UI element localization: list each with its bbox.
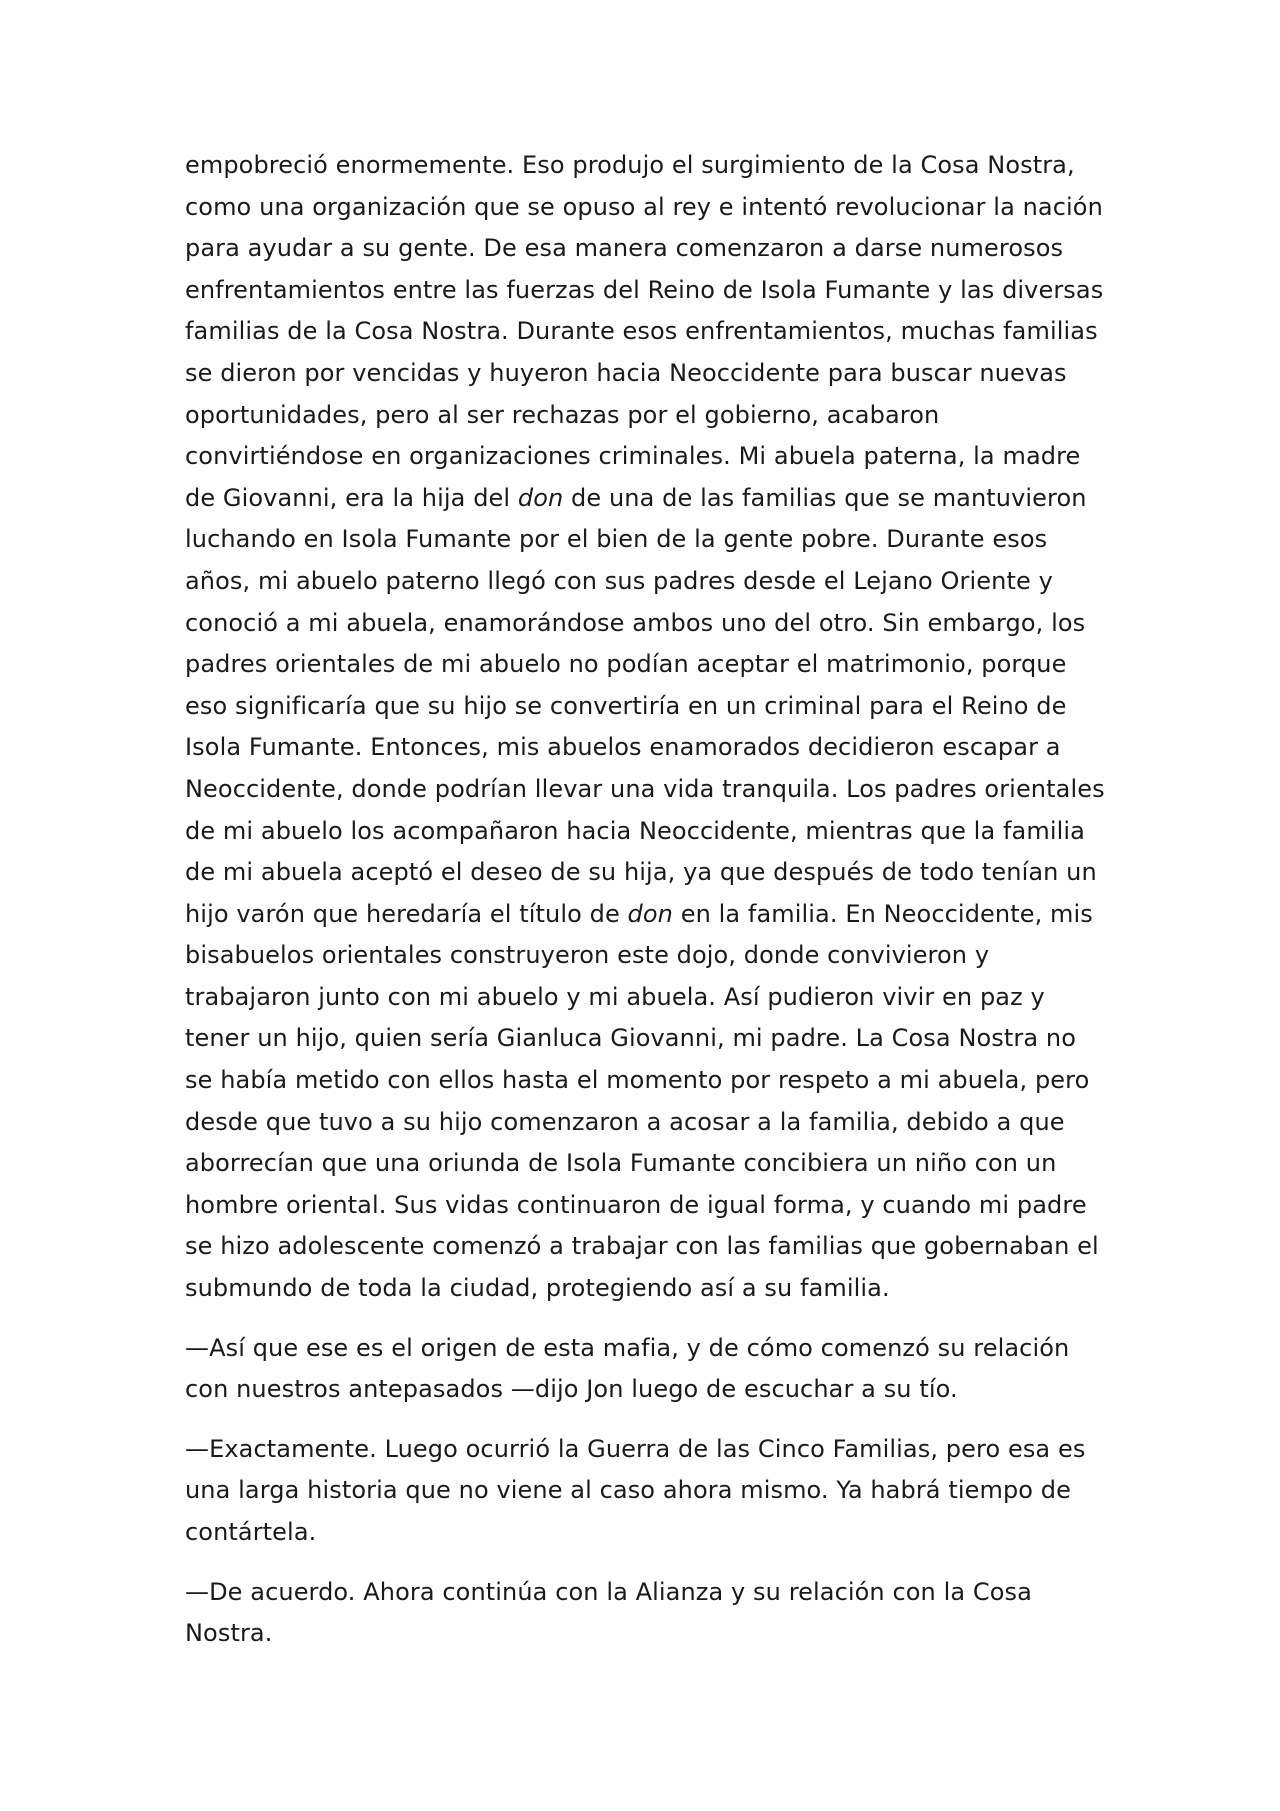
italic-term: don xyxy=(627,899,673,928)
paragraph-dialogue: —De acuerdo. Ahora continúa con la Alianza y su relación con la Cosa Nostra. xyxy=(185,1577,1032,1648)
text-segment: de una de las familias que se mantuvieron luchando en Isola Fumante por el bien de la gente pobre. Durante esos años, mi abuelo paterno llegó con sus padres desde el Lejano Oriente y conoció a mi abuela, enamorándose ambos uno del otro. Sin embargo, los padres orientales de mi abuelo no podían aceptar el matrimonio, porque eso significaría que su hijo se convertiría en un criminal para el Reino de Isola Fumante. Entonces, mis abuelos enamorados decidieron escapar a Neoccidente, donde podrían llevar una vida tranquila. Los padres orientales de mi abuelo los acompañaron hacia Neoccidente, mientras que la familia de mi abuela aceptó el deseo de su hija, ya que después de todo tenían un hijo varón que heredaría el título de xyxy=(185,483,1105,928)
italic-term: don xyxy=(517,483,564,512)
body-text xyxy=(185,145,1110,1673)
paragraph-dialogue: —Exactamente. Luego ocurrió la Guerra de las Cinco Familias, pero esa es una larga historia que no viene al caso ahora mismo. Ya habrá tiempo de contártela. xyxy=(185,1434,1086,1546)
text-segment: empobreció enormemente. Eso produjo el surgimiento de la Cosa Nostra, como una organización que se opuso al rey e intentó revolucionar la nación para ayudar a su gente. De esa manera comenzaron a darse numerosos enfrentamientos entre las fuerzas del Reino de Isola Fumante y las diversas familias de la Cosa Nostra. Durante esos enfrentamientos, muchas familias se dieron por vencidas y huyeron hacia Neoccidente para buscar nuevas oportunidades, pero al ser rechazas por el gobierno, acabaron convirtiéndose en organizaciones criminales. Mi abuela paterna, la madre de Giovanni, era la hija del xyxy=(185,151,1104,512)
paragraph-narration xyxy=(185,145,1110,1310)
paragraph-dialogue: —Así que ese es el origen de esta mafia, y de cómo comenzó su relación con nuestros antepasados —dijo Jon luego de escuchar a su tío. xyxy=(185,1333,1070,1404)
text-segment: en la familia. En Neoccidente, mis bisabuelos orientales construyeron este dojo, donde convivieron y trabajaron junto con mi abuelo y mi abuela. Así pudieron vivir en paz y tener un hijo, quien sería Gianluca Giovanni, mi padre. La Cosa Nostra no se había metido con ellos hasta el momento por respeto a mi abuela, pero desde que tuvo a su hijo comenzaron a acosar a la familia, debido a que aborrecían que una oriunda de Isola Fumante concibiera un niño con un hombre oriental. Sus vidas continuaron de igual forma, y cuando mi padre se hizo adolescente comenzó a trabajar con las familias que gobernaban el submundo de toda la ciudad, protegiendo así a su familia. xyxy=(185,899,1099,1303)
